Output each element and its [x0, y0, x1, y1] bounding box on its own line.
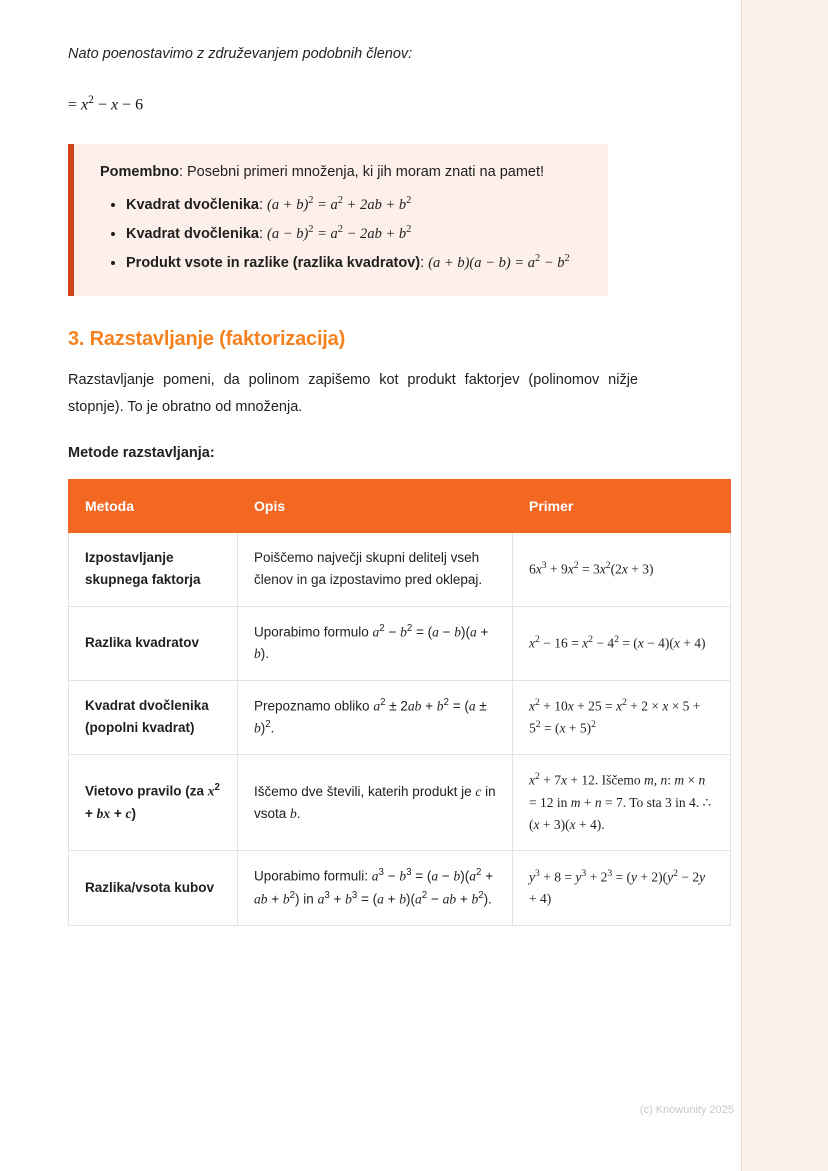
cell-metoda: Razlika/vsota kubov: [69, 851, 238, 926]
cell-primer: $6x^3 + 9x^2 = 3x^2(2x + 3)$: [513, 533, 731, 607]
methods-lead: Metode razstavljanja:: [68, 445, 215, 462]
cell-opis: Uporabimo formulo $a^2 - b^2 = (a - b)(a + b)$.: [238, 606, 513, 680]
cell-primer: $x^2 + 7x + 12$. Iščemo m, n: m × n = 12 in m + n = 7. To sta 3 in 4. ∴ (x + 3)(x + 4).: [513, 755, 731, 851]
document-content: [68, 0, 712, 926]
section-paragraph: Razstavljanje pomeni, da polinom zapišemo kot produkt faktorjev (polinomov nižje stopnje). To je obratno od množenja.: [68, 372, 638, 416]
callout-item-formula: $(a + b)(a - b) = a^2 - b^2$: [428, 253, 570, 272]
cell-opis: Iščemo dve števili, katerih produkt je c in vsota b.: [238, 755, 513, 851]
page-title: 3. Razstavljanje (faktorizacija): [68, 328, 346, 351]
cell-primer: $y^3 + 8 = y^3 + 2^3 = (y + 2)(y^2 - 2y + 4)$: [513, 851, 731, 926]
list-item: • Produkt vsote in razlike (razlika kvadratov): $(a + b)(a - b) = a^2 - b^2$: [126, 250, 586, 276]
table-row: [69, 680, 731, 755]
list-item: • Kvadrat dvočlenika: $(a + b)^2 = a^2 + 2ab + b^2$: [126, 192, 586, 218]
callout-item-label: Kvadrat dvočlenika: [126, 196, 259, 213]
table-row: [69, 755, 731, 851]
cell-primer: $x^2 + 10x + 25 = x^2 + 2 \times x \times 5 + 5^2 = (x + 5)^2$: [513, 680, 731, 755]
column-header-primer: Primer: [513, 480, 731, 533]
callout-title-rest: : Posebni primeri množenja, ki jih moram znati na pamet!: [178, 164, 545, 181]
table-row: [69, 533, 731, 607]
callout-title: [100, 162, 586, 184]
list-item: • Kvadrat dvočlenika: $(a - b)^2 = a^2 - 2ab + b^2$: [126, 221, 586, 247]
cell-primer: $x^2 - 16 = x^2 - 4^2 = (x - 4)(x + 4)$: [513, 606, 731, 680]
intro-italic-text: Nato poenostavimo z združevanjem podobnih členov:: [68, 46, 413, 62]
cell-metoda: Razlika kvadratov: [69, 606, 238, 680]
cell-metoda: Kvadrat dvočlenika (popolni kvadrat): [69, 680, 238, 755]
cell-opis: Prepoznamo obliko $a^2 \pm 2ab + b^2 = (a \pm b)^2$.: [238, 680, 513, 755]
cell-metoda: Izpostavljanje skupnega faktorja: [69, 533, 238, 607]
callout-item-formula: $(a + b)^2 = a^2 + 2ab + b^2$: [267, 194, 412, 213]
watermark: (c) Knowunity 2025: [639, 1104, 734, 1116]
callout-item-label: Produkt vsote in razlike (razlika kvadratov): [126, 255, 421, 272]
callout-item-label: Kvadrat dvočlenika: [126, 225, 259, 242]
methods-table: [68, 479, 731, 926]
cell-opis: Poiščemo največji skupni delitelj vseh členov in ga izpostavimo pred oklepaj.: [238, 533, 513, 607]
table-header-row: [69, 480, 731, 533]
important-callout: [68, 144, 608, 296]
callout-item-formula: $(a - b)^2 = a^2 - 2ab + b^2$: [267, 224, 412, 242]
callout-title-bold: Pomembno: [100, 164, 179, 181]
table-row: [69, 606, 731, 680]
cell-opis: Uporabimo formuli: $a^3 - b^3 = (a - b)(a^2$ + ab + $b^2$) in $a^3 + b^3 = (a + b)(a^2$ − ab + $b^2$).: [238, 851, 513, 926]
cell-metoda: Vietovo pravilo (za $x^2$ + bx + c): [69, 755, 238, 851]
page-side-band: [741, 0, 828, 1171]
column-header-opis: Opis: [238, 480, 513, 533]
simplified-equation: = $x^2 - x - 6$: [68, 93, 144, 114]
table-row: [69, 851, 731, 926]
callout-list: [100, 192, 586, 277]
column-header-metoda: Metoda: [69, 480, 238, 533]
